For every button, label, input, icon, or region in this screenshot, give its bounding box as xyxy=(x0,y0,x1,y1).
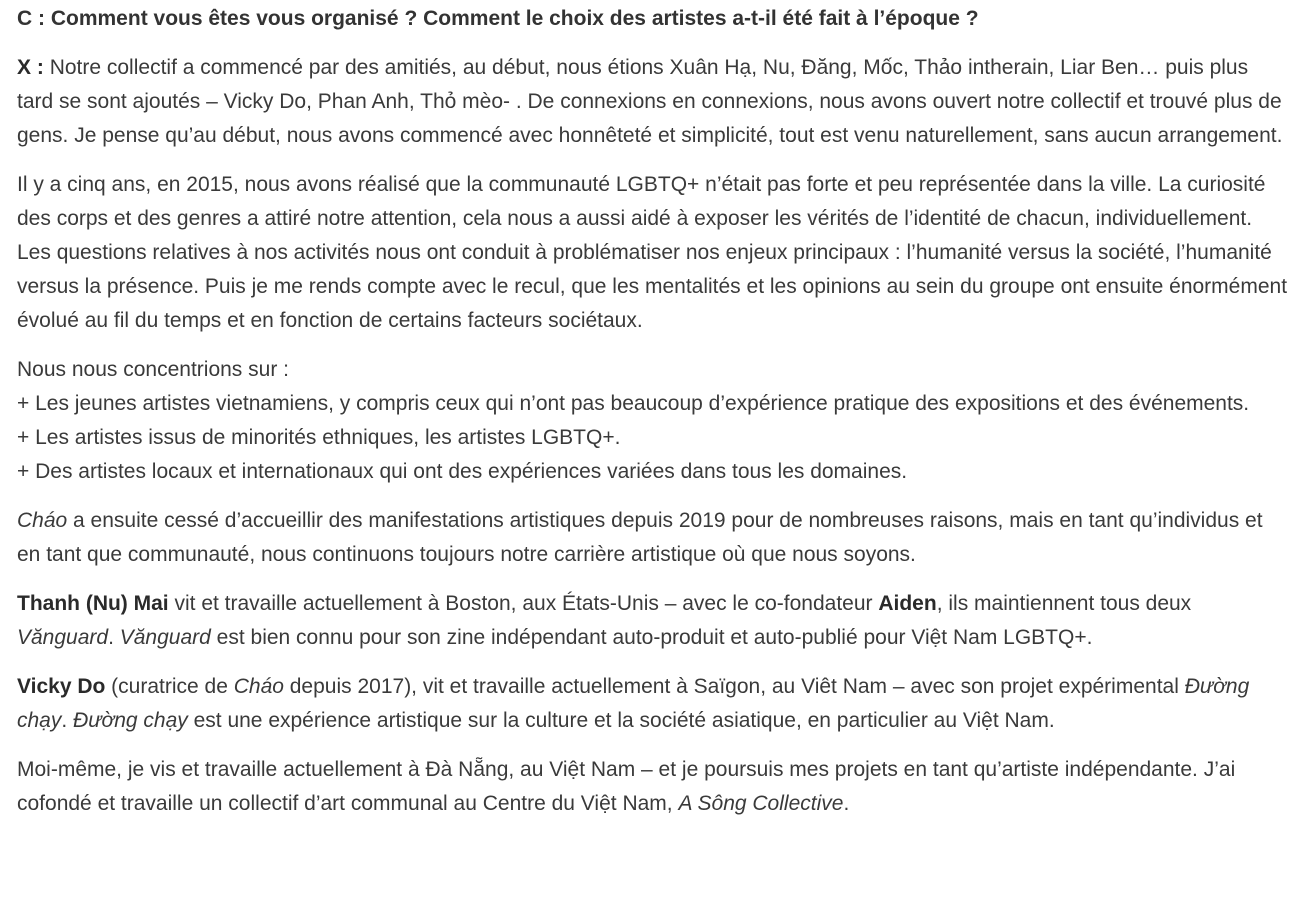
focus-item: + Les artistes issus de minorités ethniques, les artistes LGBTQ+. xyxy=(17,426,621,449)
vicky-text-2: depuis 2017), vit et travaille actuellement à Saïgon, au Viêt Nam – avec son projet expérimental xyxy=(283,675,1185,698)
thanh-text-3: . xyxy=(108,626,120,649)
answer-paragraph xyxy=(17,51,1288,153)
cofounder-name: Aiden xyxy=(878,592,937,615)
chao-collective-name: Cháo xyxy=(233,675,284,698)
self-paragraph xyxy=(17,753,1288,821)
answer-speaker: X : xyxy=(17,56,44,79)
thanh-text-4: est bien connu pour son zine indépendant auto-produit et auto-publié pour Việt Nam LGBTQ+. xyxy=(210,626,1093,649)
paragraph-2015: Il y a cinq ans, en 2015, nous avons réalisé que la communauté LGBTQ+ n’était pas forte et peu représentée dans la ville. La curiosité des corps et des genres a attiré notre attention, cela nous a aussi aidé à exposer les vérités de l’identité de chacun, individuellement. Les questions relatives à nos activités nous ont conduit à problématiser nos enjeux principaux : l’humanité versus la société, l’humanité versus la présence. Puis je me rends compte avec le recul, que les mentalités et les opinions au sein du groupe ont ensuite énormément évolué au fil du temps et en fonction de certains facteurs sociétaux. xyxy=(17,173,1288,332)
vicky-text-1: (curatrice de xyxy=(105,675,234,698)
thanh-name: Thanh (Nu) Mai xyxy=(17,592,169,615)
self-text-1: Moi-même, je vis et travaille actuellement à Đà Nẵng, au Việt Nam – et je poursuis mes projets en tant qu’artiste indépendante. J’ai cofondé et travaille un collectif d’art communal au Centre du Việt Nam, xyxy=(17,758,1236,815)
question-speaker: C : xyxy=(17,7,45,30)
a-song-collective-name: A Sông Collective xyxy=(678,792,844,815)
chao-paragraph xyxy=(17,504,1288,572)
focus-list xyxy=(17,353,1288,489)
vicky-name: Vicky Do xyxy=(17,675,106,698)
answer-text: Notre collectif a commencé par des amitiés, au début, nous étions Xuân Hạ, Nu, Đăng, Mốc, Thảo intherain, Liar Ben… puis plus tard se sont ajoutés – Vicky Do, Phan Anh, Thỏ mèo- . De connexions en connexions, nous avons ouvert notre collectif et trouvé plus de gens. Je pense qu’au début, nous avons commencé avec honnêteté et simplicité, tout est venu naturellement, sans aucun arrangement. xyxy=(17,56,1283,147)
focus-item: + Des artistes locaux et internationaux qui ont des expériences variées dans tous les domaines. xyxy=(17,460,908,483)
thanh-text-1: vit et travaille actuellement à Boston, aux États-Unis – avec le co-fondateur xyxy=(168,592,879,615)
duong-chay-name-again: Đường chạy xyxy=(73,709,188,732)
thanh-paragraph xyxy=(17,587,1288,655)
chao-text: a ensuite cessé d’accueillir des manifestations artistiques depuis 2019 pour de nombreuses raisons, mais en tant qu’individus et en tant que communauté, nous continuons toujours notre carrière artistique où que nous soyons. xyxy=(17,509,1263,566)
duong-chay-name: Đường chạy xyxy=(17,675,1250,732)
vicky-text-4: est une expérience artistique sur la culture et la société asiatique, en particulier au Việt Nam. xyxy=(187,709,1055,732)
vicky-paragraph xyxy=(17,670,1288,738)
vanguard-name-again: Vănguard xyxy=(119,626,211,649)
chao-name: Cháo xyxy=(17,509,68,532)
self-text-2: . xyxy=(843,792,850,815)
question-text: Comment vous êtes vous organisé ? Comment le choix des artistes a-t-il été fait à l’époque ? xyxy=(50,7,979,30)
interview-question xyxy=(17,2,1288,36)
vanguard-name: Vănguard xyxy=(17,626,109,649)
focus-item: + Les jeunes artistes vietnamiens, y compris ceux qui n’ont pas beaucoup d’expérience pratique des expositions et des événements. xyxy=(17,392,1250,415)
focus-intro: Nous nous concentrions sur : xyxy=(17,358,289,381)
thanh-text-2: , ils maintiennent tous deux xyxy=(936,592,1192,615)
vicky-text-3: . xyxy=(61,709,74,732)
